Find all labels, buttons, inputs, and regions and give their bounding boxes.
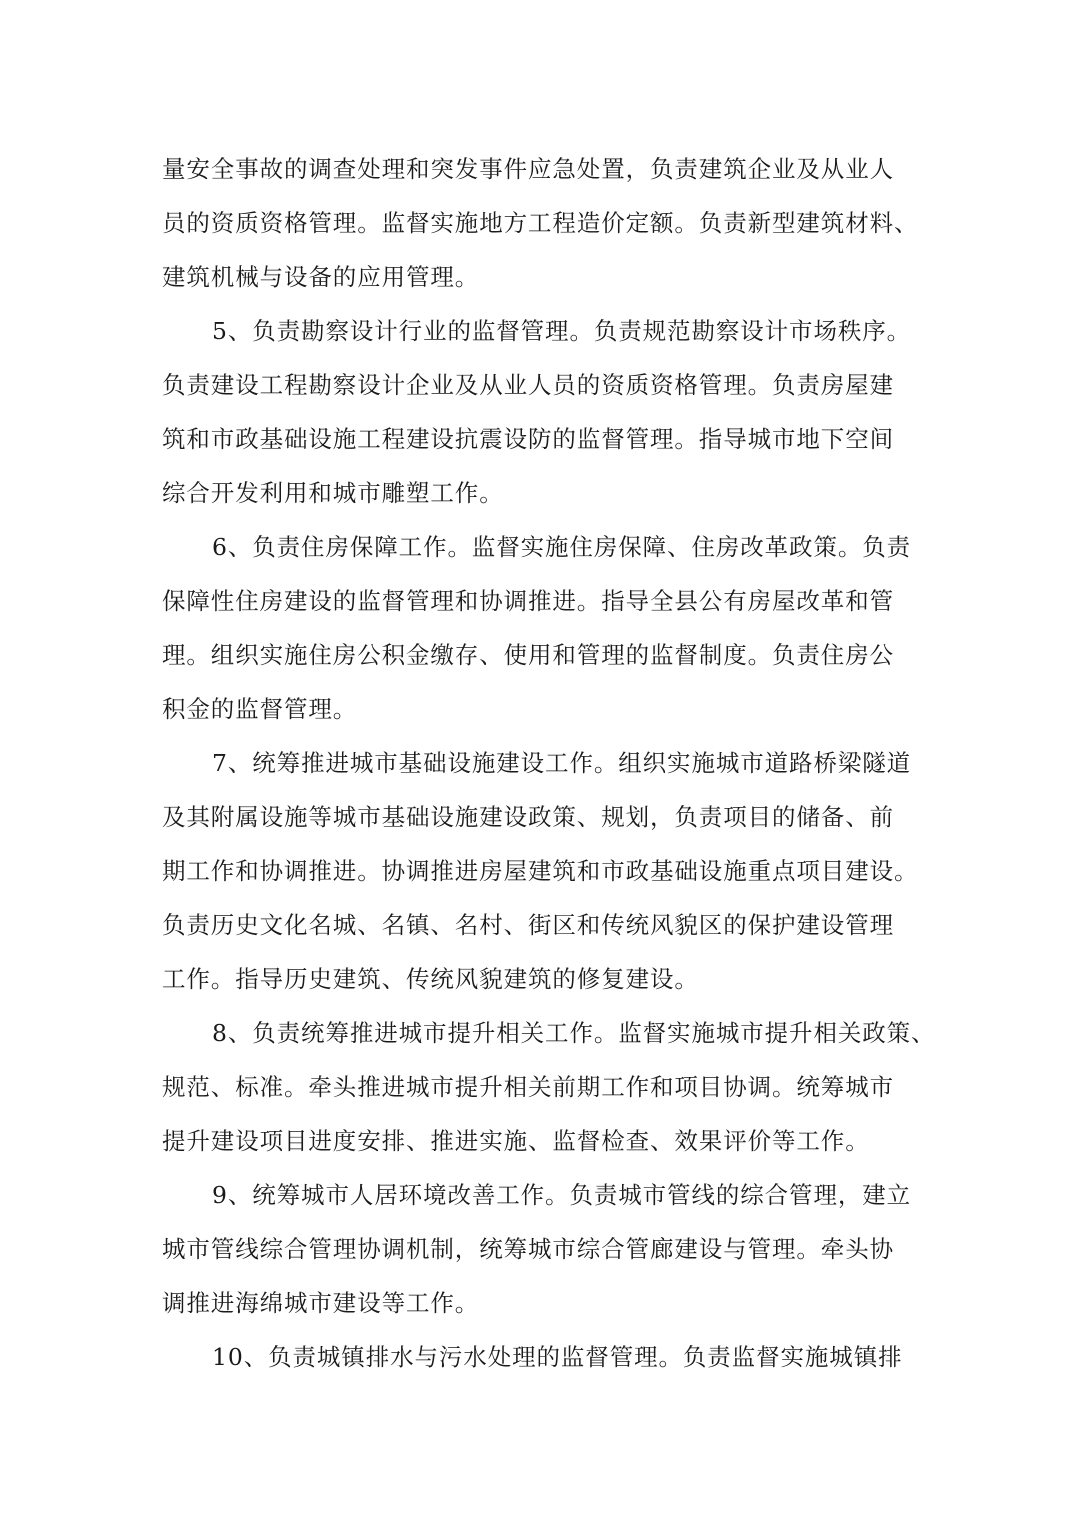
- text-line-23: 10、负责城镇排水与污水处理的监督管理。负责监督实施城镇排: [212, 1343, 903, 1371]
- text-line-3: 建筑机械与设备的应用管理。: [162, 263, 480, 291]
- text-line-1: 量安全事故的调查处理和突发事件应急处置，负责建筑企业及从业人: [162, 155, 894, 183]
- text-line-21: 城市管线综合管理协调机制，统筹城市综合管廊建设与管理。牵头协: [162, 1235, 894, 1263]
- text-line-10: 理。组织实施住房公积金缴存、使用和管理的监督制度。负责住房公: [162, 641, 894, 669]
- text-line-18: 规范、标准。牵头推进城市提升相关前期工作和项目协调。统筹城市: [162, 1073, 894, 1101]
- text-line-17: 8、负责统筹推进城市提升相关工作。监督实施城市提升相关政策、: [212, 1019, 936, 1047]
- text-line-6: 筑和市政基础设施工程建设抗震设防的监督管理。指导城市地下空间: [162, 425, 894, 453]
- document-body: [162, 142, 942, 1384]
- text-line-12: 7、统筹推进城市基础设施建设工作。组织实施城市道路桥梁隧道: [212, 749, 912, 777]
- text-line-20: 9、统筹城市人居环境改善工作。负责城市管线的综合管理，建立: [212, 1181, 912, 1209]
- text-line-7: 综合开发利用和城市雕塑工作。: [162, 479, 504, 507]
- text-line-9: 保障性住房建设的监督管理和协调推进。指导全县公有房屋改革和管: [162, 587, 894, 615]
- text-line-13: 及其附属设施等城市基础设施建设政策、规划，负责项目的储备、前: [162, 803, 894, 831]
- text-line-16: 工作。指导历史建筑、传统风貌建筑的修复建设。: [162, 965, 699, 993]
- text-line-22: 调推进海绵城市建设等工作。: [162, 1289, 480, 1317]
- text-line-15: 负责历史文化名城、名镇、名村、街区和传统风貌区的保护建设管理: [162, 911, 894, 939]
- text-line-2: 员的资质资格管理。监督实施地方工程造价定额。负责新型建筑材料、: [162, 209, 919, 237]
- text-line-11: 积金的监督管理。: [162, 695, 358, 723]
- text-line-5: 负责建设工程勘察设计企业及从业人员的资质资格管理。负责房屋建: [162, 371, 894, 399]
- text-line-19: 提升建设项目进度安排、推进实施、监督检查、效果评价等工作。: [162, 1127, 870, 1155]
- text-line-8: 6、负责住房保障工作。监督实施住房保障、住房改革政策。负责: [212, 533, 912, 561]
- text-line-4: 5、负责勘察设计行业的监督管理。负责规范勘察设计市场秩序。: [212, 317, 912, 345]
- text-line-14: 期工作和协调推进。协调推进房屋建筑和市政基础设施重点项目建设。: [162, 857, 919, 885]
